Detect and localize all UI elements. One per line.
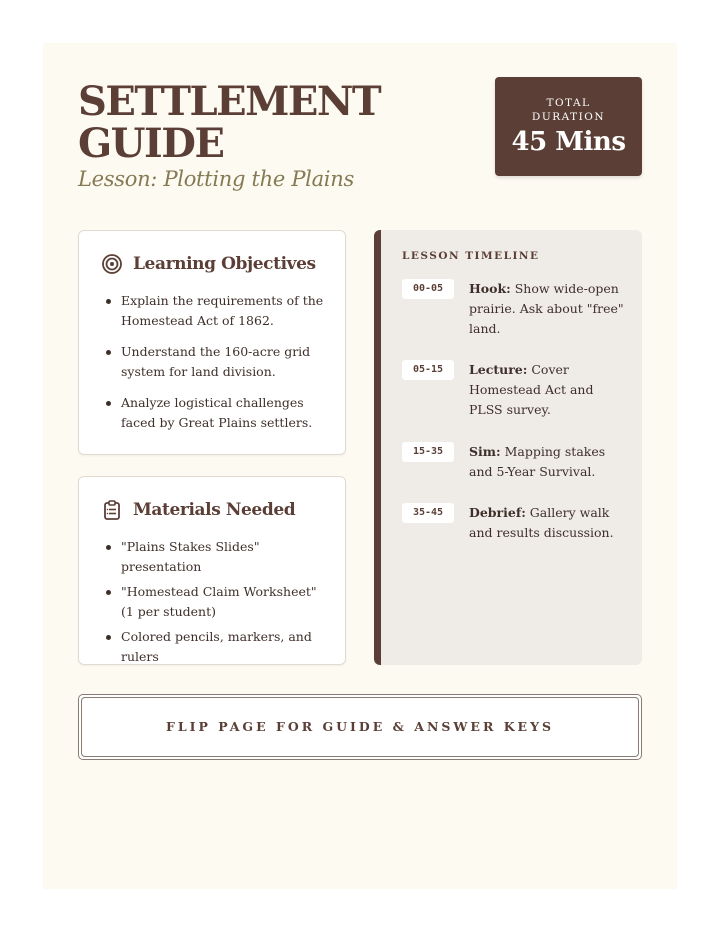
list-item: Analyze logistical challenges faced by Great Plains settlers. [121,393,333,433]
timeline-text [469,279,624,339]
objectives-header [101,253,316,275]
timeline-step-label: Debrief: [469,505,526,520]
list-item: Colored pencils, markers, and rulers [121,627,333,667]
timeline-time: 35-45 [402,503,454,523]
timeline-item [402,503,637,543]
duration-label: TOTAL DURATION [531,97,606,123]
timeline-step-text: Gallery walk and results discussion. [469,505,614,540]
lesson-timeline [374,230,642,665]
timeline-label: LESSON TIMELINE [402,250,540,262]
timeline-step-text: Mapping stakes and 5-Year Survival. [469,444,606,479]
flip-page-banner [78,694,642,760]
timeline-item [402,279,637,339]
lesson-sheet [43,43,677,889]
objectives-card [78,230,346,455]
target-icon [101,253,123,275]
timeline-step-label: Sim: [469,444,501,459]
list-item: "Homestead Claim Worksheet" (1 per student) [121,582,333,622]
list-item: Understand the 160-acre grid system for land division. [121,342,333,382]
timeline-text [469,503,624,543]
timeline-step-label: Hook: [469,281,511,296]
timeline-time: 00-05 [402,279,454,299]
materials-header [101,499,295,521]
list-item: "Plains Stakes Slides" presentation [121,537,333,577]
objectives-title: Learning Objectives [133,254,316,274]
materials-title: Materials Needed [133,500,296,520]
timeline-step-label: Lecture: [469,362,528,377]
materials-list [121,537,333,672]
timeline-step-text: Cover Homestead Act and PLSS survey. [469,362,594,417]
timeline-time: 05-15 [402,360,454,380]
duration-value: 45 Mins [511,127,626,157]
timeline-item [402,360,637,420]
timeline-time: 15-35 [402,442,454,462]
duration-badge [495,77,642,176]
list-item: Explain the requirements of the Homestead Act of 1862. [121,291,333,331]
timeline-step-text: Show wide-open prairie. Ask about "free" land. [469,281,624,336]
flip-page-label: FLIP PAGE FOR GUIDE & ANSWER KEYS [165,719,555,734]
lesson-subtitle: Lesson: Plotting the Plains [78,167,354,191]
objectives-list [121,291,333,444]
timeline-text [469,442,624,482]
timeline-item [402,442,637,482]
timeline-text [469,360,624,420]
clipboard-icon [101,499,123,521]
page-title: SETTLEMENT GUIDE [78,78,381,167]
materials-card [78,476,346,665]
